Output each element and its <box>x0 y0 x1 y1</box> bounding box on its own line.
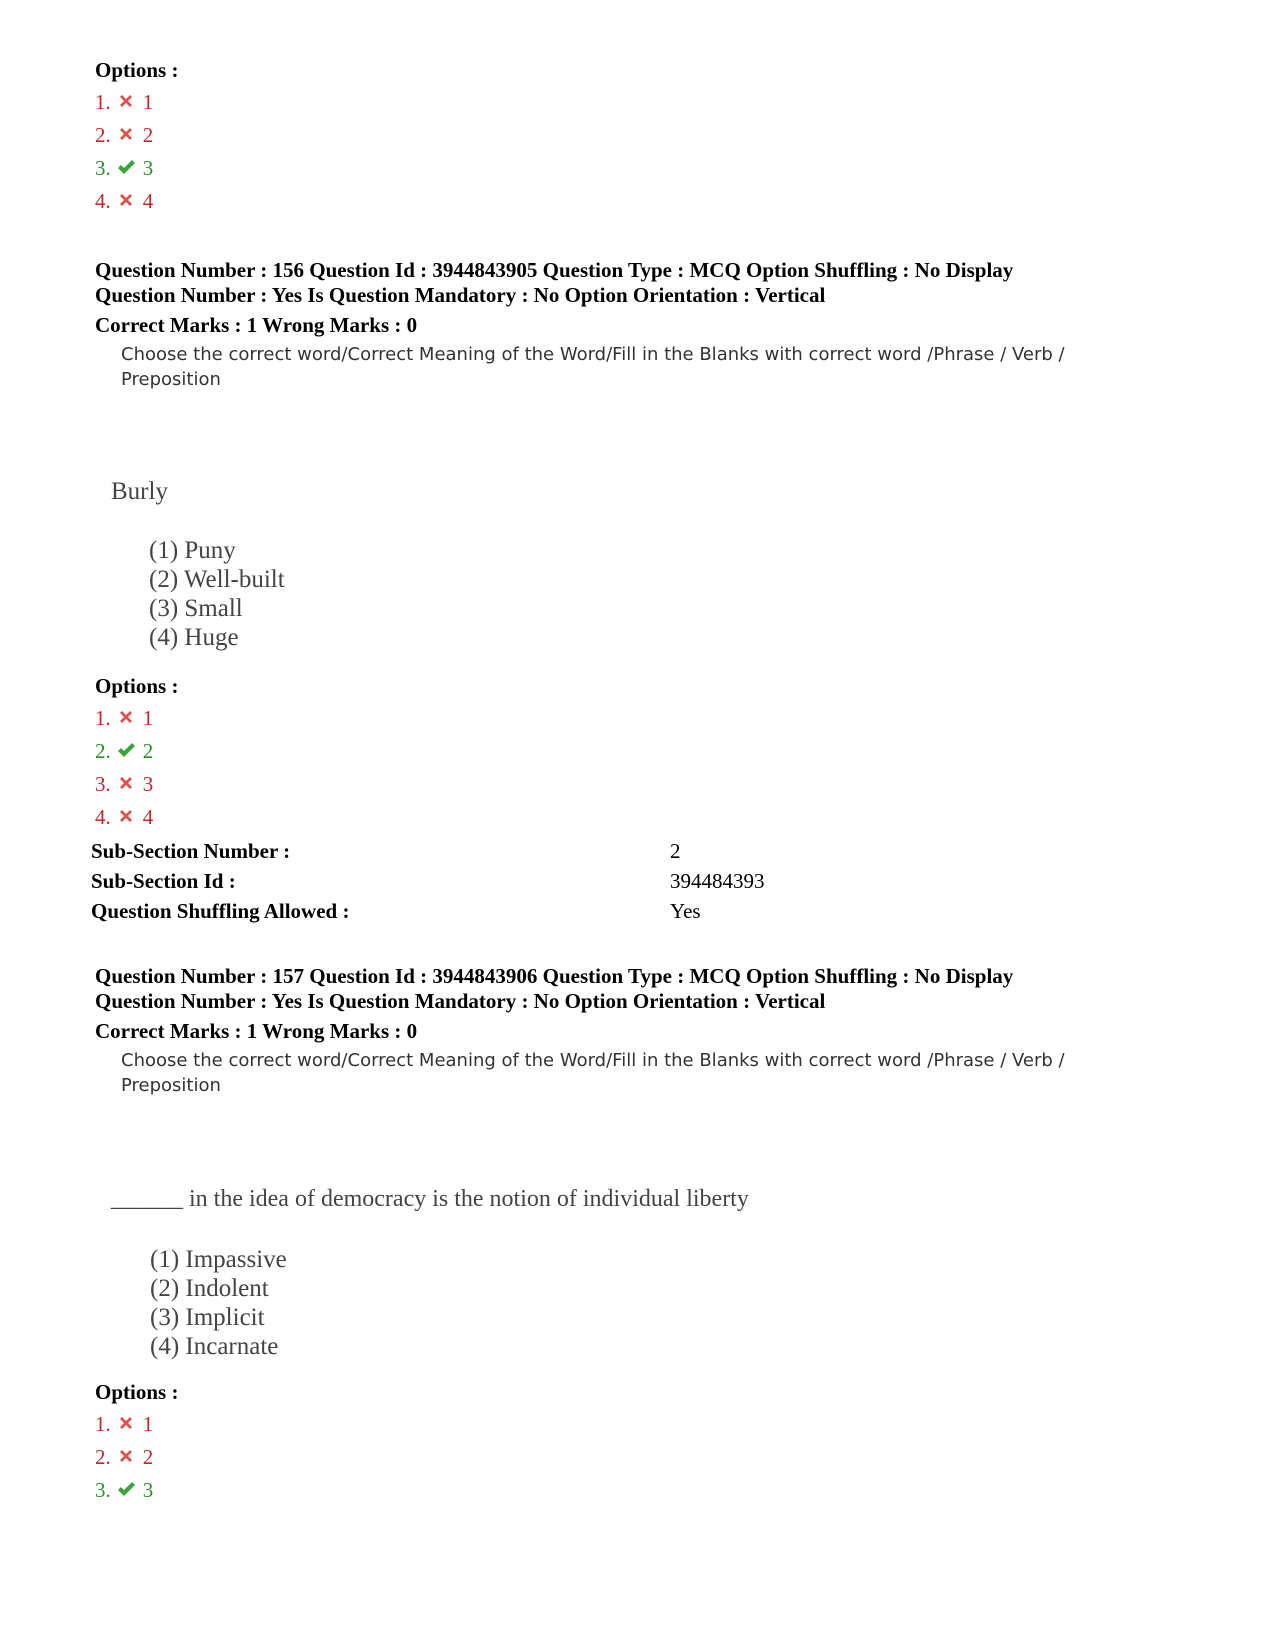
cross-icon <box>115 190 137 210</box>
option-value: 1 <box>142 1412 154 1436</box>
question-marks: Correct Marks : 1 Wrong Marks : 0 <box>95 313 418 337</box>
option-value: 2 <box>142 1445 154 1469</box>
option-value: 1 <box>142 706 154 730</box>
question-choice: (1) Impassive <box>150 1246 287 1273</box>
option-value: 2 <box>142 123 154 147</box>
option-number: 2. <box>95 739 111 763</box>
option-number: 3. <box>95 1478 111 1502</box>
question-marks: Correct Marks : 1 Wrong Marks : 0 <box>95 1019 418 1043</box>
option-number: 1. <box>95 1412 111 1436</box>
option-value: 4 <box>142 805 154 829</box>
option-number: 4. <box>95 805 111 829</box>
question-stem: ______ in the idea of democracy is the notion of individual liberty <box>111 1186 749 1212</box>
question-instruction: Choose the correct word/Correct Meaning of the Word/Fill in the Blanks with correct word /Phrase / Verb / Preposition <box>121 344 1065 390</box>
subsection-number-value: 2 <box>670 839 681 863</box>
question-choice: (2) Well-built <box>149 566 285 593</box>
option-row <box>95 738 153 764</box>
question-choice: (2) Indolent <box>150 1275 269 1302</box>
option-number: 3. <box>95 156 111 180</box>
option-number: 1. <box>95 706 111 730</box>
option-number: 3. <box>95 772 111 796</box>
question-choice: (3) Implicit <box>150 1304 265 1331</box>
option-row <box>95 1444 153 1470</box>
subsection-number-label: Sub-Section Number : <box>91 839 291 863</box>
option-row <box>95 705 153 731</box>
question-meta-line1: Question Number : 156 Question Id : 3944843905 Question Type : MCQ Option Shuffling : No Display <box>95 258 1014 282</box>
cross-icon <box>115 1413 137 1433</box>
option-row <box>95 804 153 830</box>
question-meta-line2: Question Number : Yes Is Question Mandatory : No Option Orientation : Vertical <box>95 989 826 1013</box>
option-value: 1 <box>142 90 154 114</box>
option-value: 3 <box>142 772 154 796</box>
option-row <box>95 771 153 797</box>
cross-icon <box>115 91 137 111</box>
question-instruction: Choose the correct word/Correct Meaning of the Word/Fill in the Blanks with correct word /Phrase / Verb / Preposition <box>121 1050 1065 1096</box>
option-number: 2. <box>95 1445 111 1469</box>
cross-icon <box>115 773 137 793</box>
question-choice: (4) Incarnate <box>150 1333 279 1360</box>
check-icon <box>115 740 137 760</box>
option-row <box>95 1477 153 1503</box>
options-title: Options : <box>95 674 179 698</box>
check-icon <box>115 157 137 177</box>
cross-icon <box>115 707 137 727</box>
question-shuffling-label: Question Shuffling Allowed : <box>91 899 350 923</box>
subsection-id-label: Sub-Section Id : <box>91 869 236 893</box>
question-meta-line2: Question Number : Yes Is Question Mandatory : No Option Orientation : Vertical <box>95 283 826 307</box>
option-number: 2. <box>95 123 111 147</box>
question-choice: (4) Huge <box>149 624 239 651</box>
question-meta-line1: Question Number : 157 Question Id : 3944843906 Question Type : MCQ Option Shuffling : No Display <box>95 964 1014 988</box>
subsection-id-value: 394484393 <box>670 869 765 893</box>
option-value: 2 <box>142 739 154 763</box>
options-title: Options : <box>95 1380 179 1404</box>
option-row <box>95 155 153 181</box>
option-row <box>95 89 153 115</box>
option-row <box>95 1411 153 1437</box>
options-title: Options : <box>95 58 179 82</box>
cross-icon <box>115 806 137 826</box>
question-choice: (1) Puny <box>149 537 236 564</box>
option-row <box>95 188 153 214</box>
option-number: 1. <box>95 90 111 114</box>
question-stem: Burly <box>111 478 168 505</box>
option-row <box>95 122 153 148</box>
cross-icon <box>115 1446 137 1466</box>
option-value: 3 <box>142 156 154 180</box>
cross-icon <box>115 124 137 144</box>
question-shuffling-value: Yes <box>670 899 701 923</box>
question-choice: (3) Small <box>149 595 243 622</box>
check-icon <box>115 1479 137 1499</box>
option-value: 4 <box>142 189 154 213</box>
option-number: 4. <box>95 189 111 213</box>
option-value: 3 <box>142 1478 154 1502</box>
